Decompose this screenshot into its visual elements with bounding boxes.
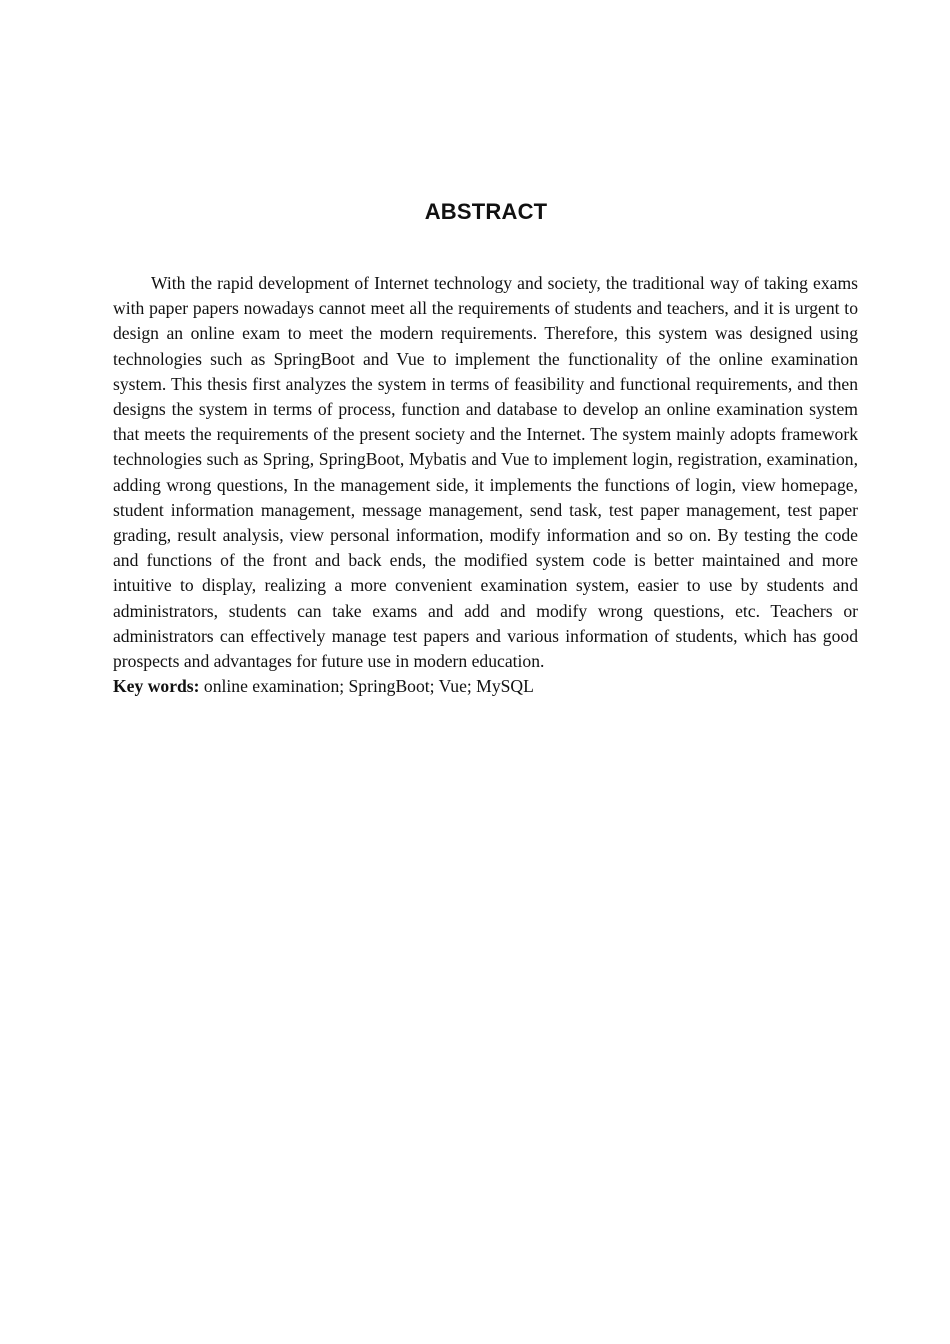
keywords-label: Key words:	[113, 676, 200, 697]
abstract-content	[113, 271, 858, 699]
abstract-title: ABSTRACT	[424, 199, 548, 224]
abstract-body: With the rapid development of Internet technology and society, the traditional way of taking exams with paper papers nowadays cannot meet all the requirements of students and teachers, and it is urgent to design an online exam to meet the modern requirements. Therefore, this system was designed using technologies such as SpringBoot and Vue to implement the functionality of the online examination system. This thesis first analyzes the system in terms of feasibility and functional requirements, and then designs the system in terms of process, function and database to develop an online examination system that meets the requirements of the present society and the Internet. The system mainly adopts framework technologies such as Spring, SpringBoot, Mybatis and Vue to implement login, registration, examination, adding wrong questions, In the management side, it implements the functions of login, view homepage, student information management, message management, send task, test paper management, test paper grading, result analysis, view personal information, modify information and so on. By testing the code and functions of the front and back ends, the modified system code is better maintained and more intuitive to display, realizing a more convenient examination system, easier to use by students and administrators, students can take exams and add and modify wrong questions, etc. Teachers or administrators can effectively manage test papers and various information of students, which has good prospects and advantages for future use in modern education.	[113, 273, 858, 672]
keywords-line	[113, 674, 858, 699]
keywords-value: online examination; SpringBoot; Vue; MySQL	[199, 676, 534, 697]
